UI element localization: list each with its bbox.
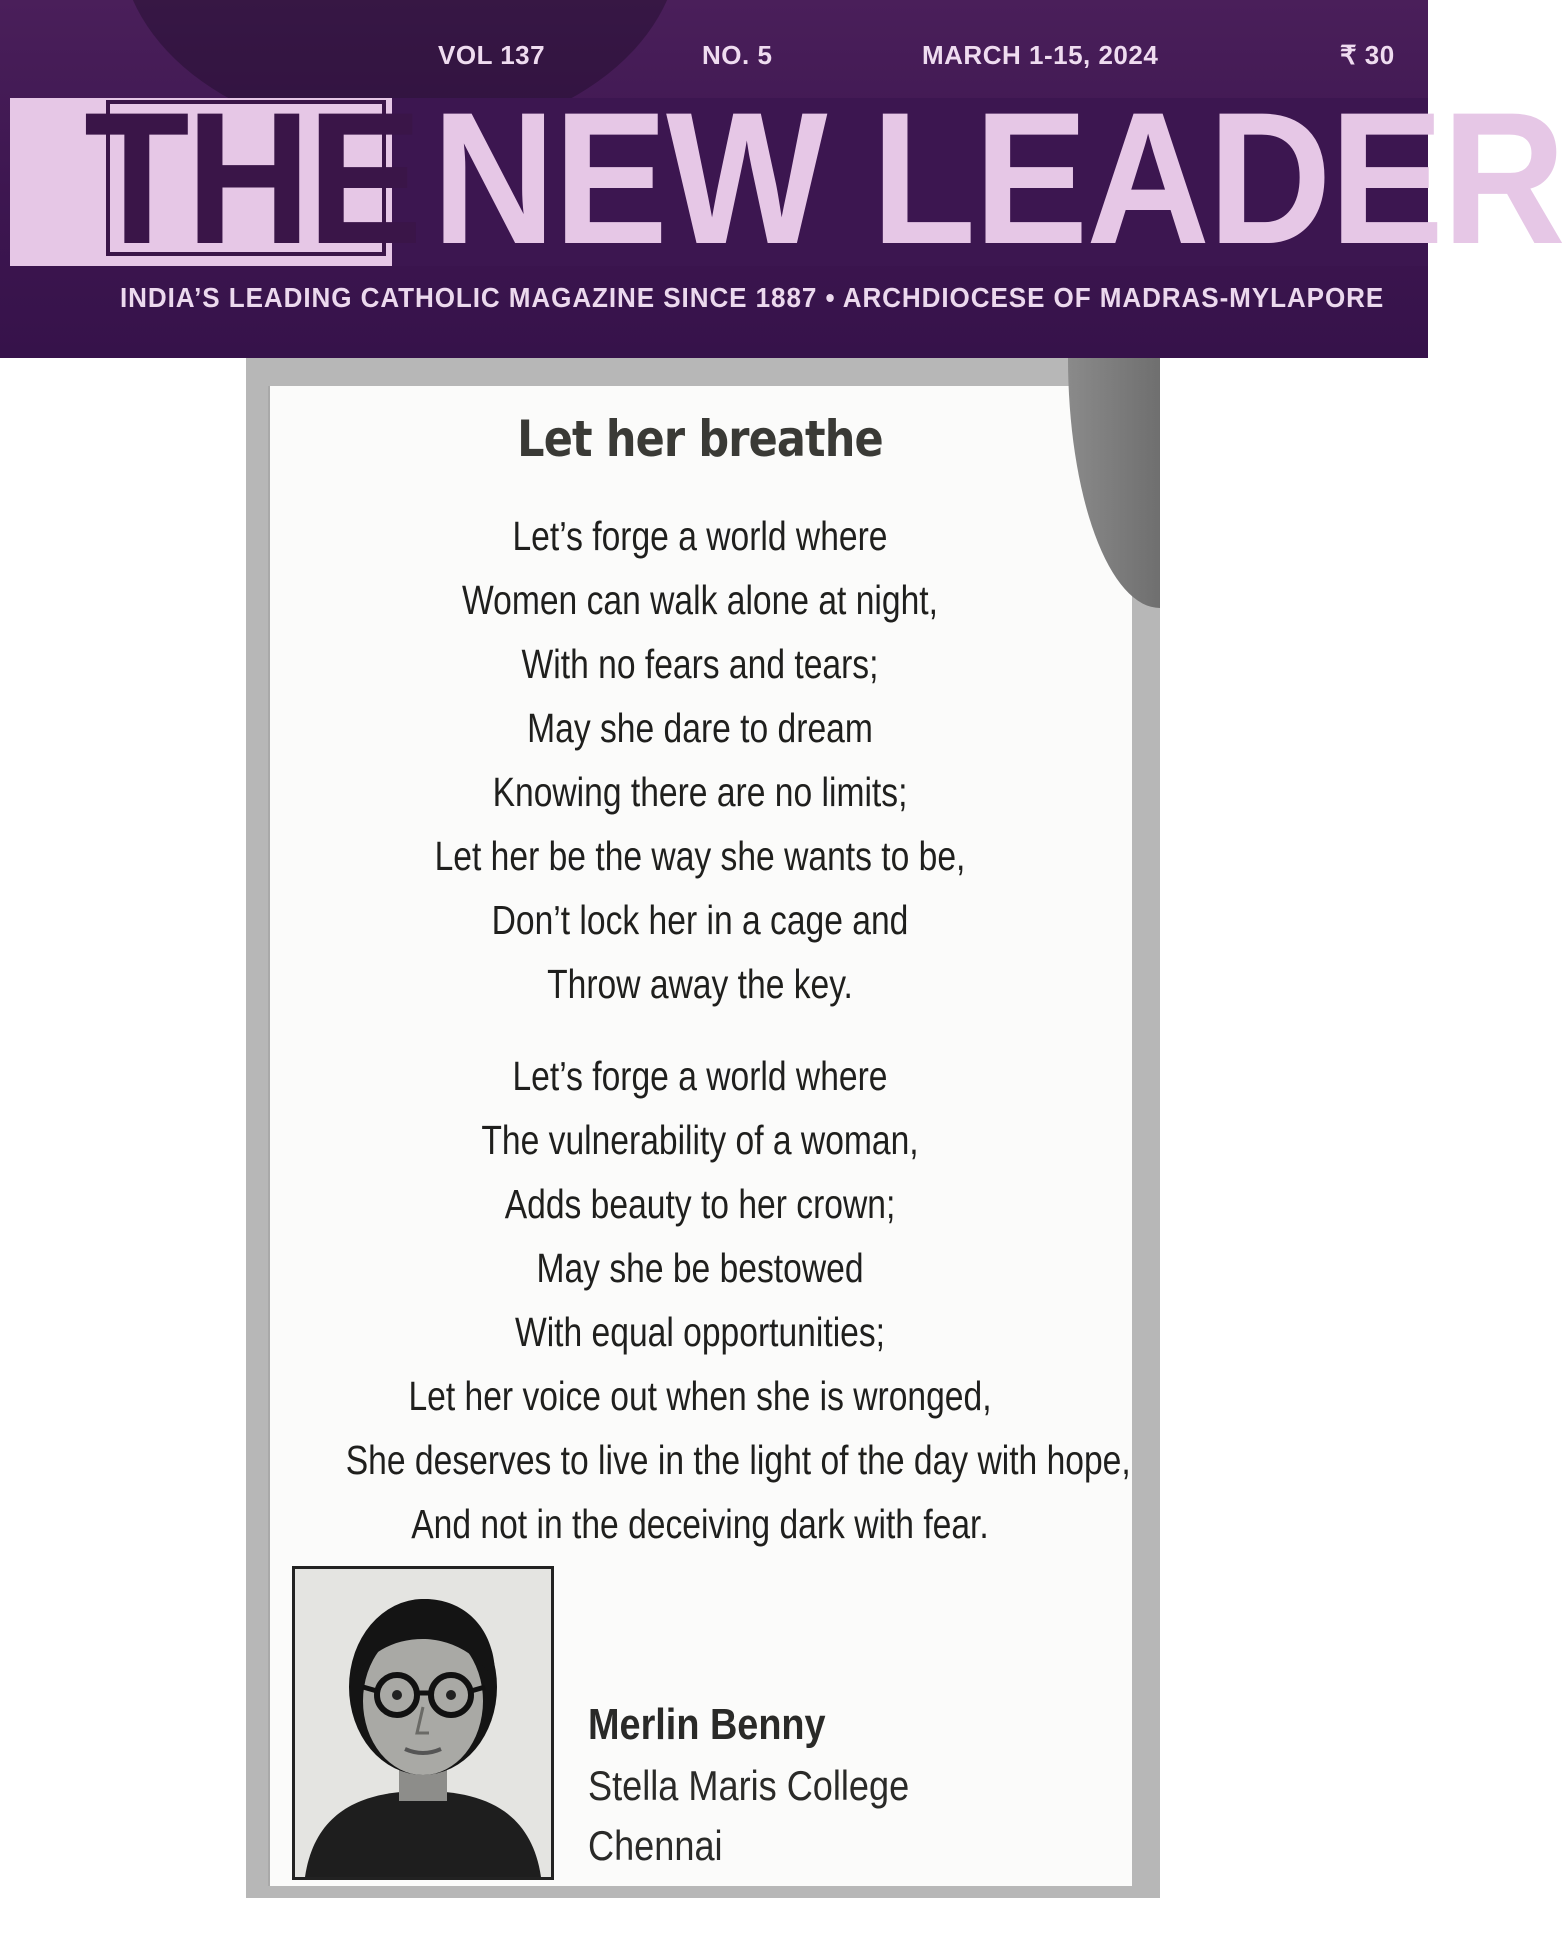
author-portrait-icon <box>295 1569 551 1877</box>
poem-line: Let her voice out when she is wronged, <box>408 1373 992 1419</box>
masthead-tagline: INDIA’S LEADING CATHOLIC MAGAZINE SINCE 1887 • ARCHDIOCESE OF MADRAS-MYLAPORE <box>120 282 1385 313</box>
poem-stanza-2 <box>268 1044 1132 1556</box>
masthead <box>0 0 1564 358</box>
poem-line: Adds beauty to her crown; <box>504 1181 896 1227</box>
poem-line: And not in the deceiving dark with fear. <box>411 1501 989 1547</box>
poem-line: Let’s forge a world where <box>512 513 888 559</box>
issue-date: MARCH 1-15, 2024 <box>922 40 1159 70</box>
poem-line: Knowing there are no limits; <box>492 769 908 815</box>
poem-stanza-1 <box>268 504 1132 1016</box>
poem-line: With equal opportunities; <box>514 1309 886 1355</box>
masthead-title-new-leader: NEW LEADER <box>432 73 1564 283</box>
poem-line: Throw away the key. <box>547 961 853 1007</box>
poem-line: Women can walk alone at night, <box>462 577 938 623</box>
poem-line: With no fears and tears; <box>521 641 879 687</box>
poem-title: Let her breathe <box>517 410 883 468</box>
author-city: Chennai <box>588 1822 723 1869</box>
poem-line: May she be bestowed <box>536 1245 864 1291</box>
poem-line: May she dare to dream <box>527 705 873 751</box>
masthead-title-the: THE <box>84 73 419 283</box>
issue-volume: VOL 137 <box>438 40 546 70</box>
issue-price: ₹ 30 <box>1340 40 1395 70</box>
author-college: Stella Maris College <box>588 1762 910 1809</box>
poem-line: Let her be the way she wants to be, <box>434 833 966 879</box>
author-photo <box>292 1566 554 1880</box>
author-name: Merlin Benny <box>588 1700 826 1749</box>
poem-line: Don’t lock her in a cage and <box>491 897 909 943</box>
poem-line: Let’s forge a world where <box>512 1053 888 1099</box>
issue-number: NO. 5 <box>702 40 773 70</box>
poem-line: The vulnerability of a woman, <box>481 1117 919 1163</box>
poem-line: She deserves to live in the light of the day with hope, <box>345 1437 1131 1483</box>
